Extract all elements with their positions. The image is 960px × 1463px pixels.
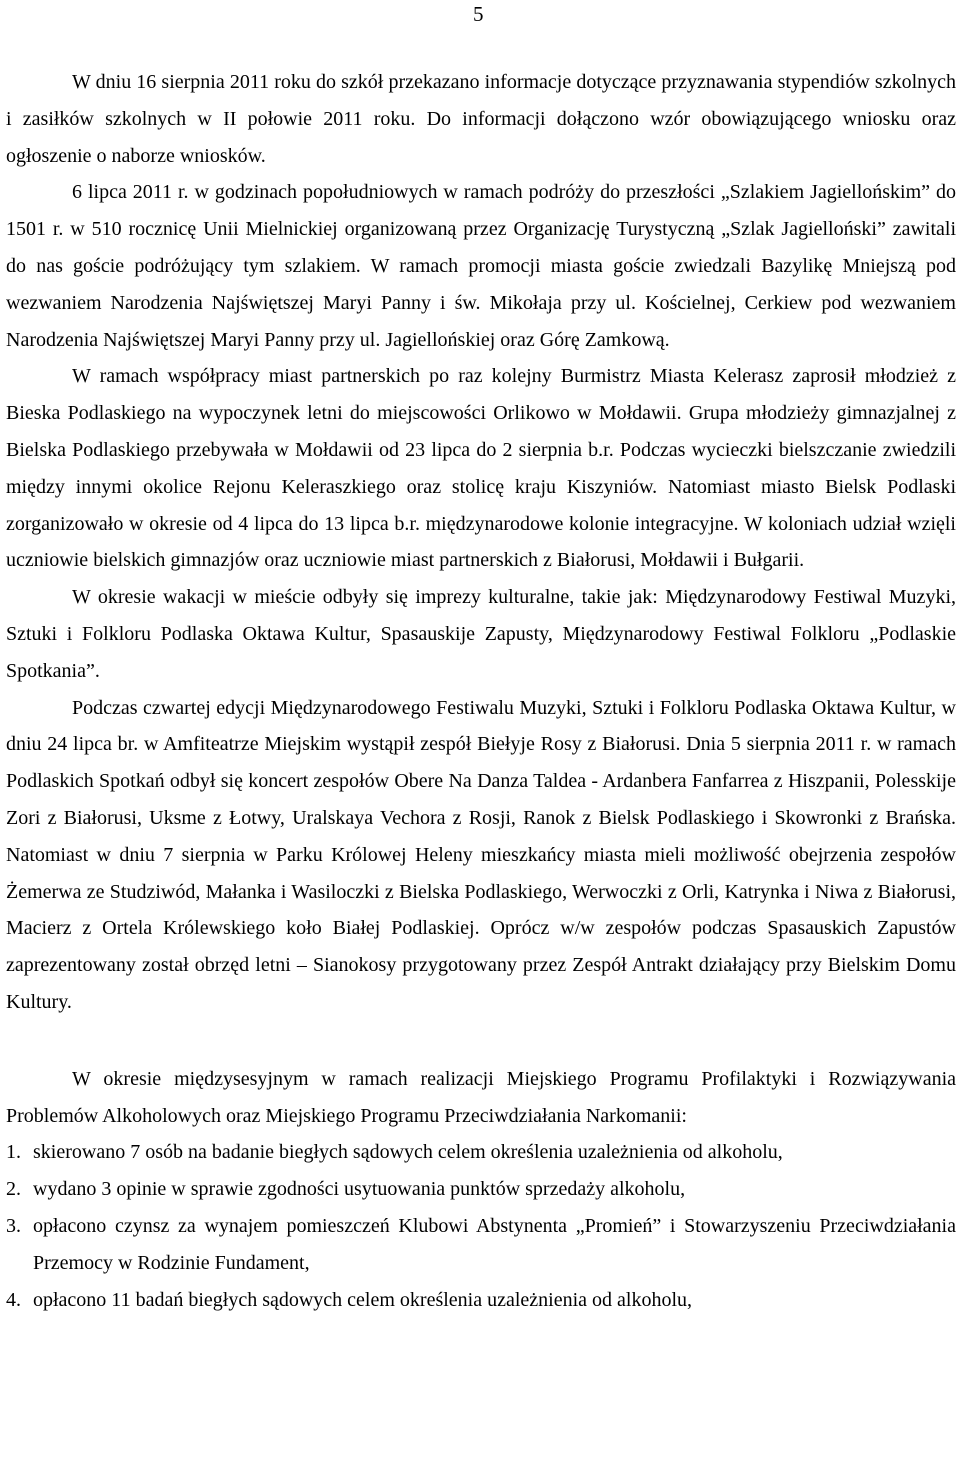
- page-number: 5: [473, 2, 484, 26]
- list-item-text: skierowano 7 osób na badanie biegłych sądowych celem określenia uzależnienia od alkoholu,: [33, 1141, 783, 1164]
- paragraph-partner-cities: W ramach współpracy miast partnerskich po raz kolejny Burmistrz Miasta Kelerasz zaprosił młodzież z Bieska Podlaskiego na wypoczynek letni do miejscowości Orlikowo w Mołdawii. Grupa młodzieży gimnazjalnej z Bielska Podlaskiego przebywała w Mołdawii od 23 lipca do 2 sierpnia b.r. Podczas wycieczki bielszczanie zwiedzili między innymi okolice Rejonu Keleraszkiego oraz stolicę kraju Kiszyniów. Natomiast miasto Bielsk Podlaski zorganizowało w okresie od 4 lipca do 13 lipca b.r. międzynarodowe kolonie integracyjne. W koloniach udział wzięli uczniowie bielskich gimnazjów oraz uczniowie miast partnerskich z Białorusi, Mołdawii i Bułgarii.: [6, 365, 956, 572]
- paragraph-gap: [6, 1021, 956, 1061]
- list-item-number: 2.: [6, 1178, 21, 1201]
- prevention-actions-list: [6, 1134, 956, 1318]
- paragraph-jagiellonian-trail: 6 lipca 2011 r. w godzinach popołudniowych w ramach podróży do przeszłości „Szlakiem Jagiellońskim” do 1501 r. w 510 rocznicę Unii Mielnickiej organizowaną przez Organizację Turystyczną „Szlak Jagielloński” zawitali do nas goście podróżujący tym szlakiem. W ramach promocji miasta goście zwiedzali Bazylikę Mniejszą pod wezwaniem Narodzenia Najświętszej Maryi Panny i św. Mikołaja przy ul. Kościelnej, Cerkiew pod wezwaniem Narodzenia Najświętszej Maryi Panny przy ul. Jagiellońskiej oraz Górę Zamkową.: [6, 181, 956, 351]
- paragraph-festival-concerts: Podczas czwartej edycji Międzynarodowego Festiwalu Muzyki, Sztuki i Folkloru Podlaska Oktawa Kultur, w dniu 24 lipca br. w Amfiteatrze Miejskim wystąpił zespół Biełyje Rosy z Białorusi. Dnia 5 sierpnia 2011 r. w ramach Podlaskich Spotkań odbył się koncert zespołów Obere Na Danza Taldea - Ardanbera Fanfarrea z Hiszpanii, Polesskije Zori z Białorusi, Uksme z Łotwy, Uralskaya Vechora z Rosji, Ranok z Bielsk Podlaskiego i Skowronki z Brańska. Natomiast w dniu 7 sierpnia w Parku Królowej Heleny mieszkańcy miasta mieli możliwość obejrzenia zespołów Żemerwa ze Studziwód, Małanka i Wasiloczki z Bielska Podlaskiego, Werwoczki z Orli, Katrynka i Niwa z Białorusi, Macierz z Ortela Królewskiego koło Białej Podlaskiej. Oprócz w/w zespołów podczas Spasauskich Zapustów zaprezentowany został obrzęd letni – Sianokosy przygotowany przez Zespół Antrakt działający przy Bielskim Domu Kultury.: [6, 696, 956, 1013]
- list-item: [6, 1208, 956, 1282]
- list-item-number: 4.: [6, 1288, 21, 1311]
- document-body: [6, 64, 956, 1318]
- list-item-text: wydano 3 opinie w sprawie zgodności usytuowania punktów sprzedaży alkoholu,: [33, 1178, 686, 1201]
- list-item: [6, 1171, 956, 1208]
- list-item-number: 3.: [6, 1214, 21, 1237]
- paragraph-summer-events: W okresie wakacji w mieście odbyły się imprezy kulturalne, takie jak: Międzynarodowy Festiwal Muzyki, Sztuki i Folkloru Podlaska Oktawa Kultur, Spasauskije Zapusty, Międzynarodowy Festiwal Folkloru „Podlaskie Spotkania”.: [6, 586, 956, 682]
- list-item-number: 1.: [6, 1141, 21, 1164]
- list-item: [6, 1282, 956, 1319]
- list-item: [6, 1134, 956, 1171]
- paragraph-scholarships: W dniu 16 sierpnia 2011 roku do szkół przekazano informacje dotyczące przyznawania stypendiów szkolnych i zasiłków szkolnych w II połowie 2011 roku. Do informacji dołączono wzór obowiązującego wniosku oraz ogłoszenie o naborze wniosków.: [6, 71, 956, 167]
- list-item-text: opłacono 11 badań biegłych sądowych celem określenia uzależnienia od alkoholu,: [33, 1288, 693, 1311]
- list-item-text: opłacono czynsz za wynajem pomieszczeń Klubowi Abstynenta „Promień” i Stowarzyszeniu Przeciwdziałania Przemocy w Rodzinie Fundament,: [33, 1214, 956, 1274]
- paragraph-prevention-programs: W okresie międzysesyjnym w ramach realizacji Miejskiego Programu Profilaktyki i Rozwiązywania Problemów Alkoholowych oraz Miejskiego Programu Przeciwdziałania Narkomanii:: [6, 1067, 956, 1127]
